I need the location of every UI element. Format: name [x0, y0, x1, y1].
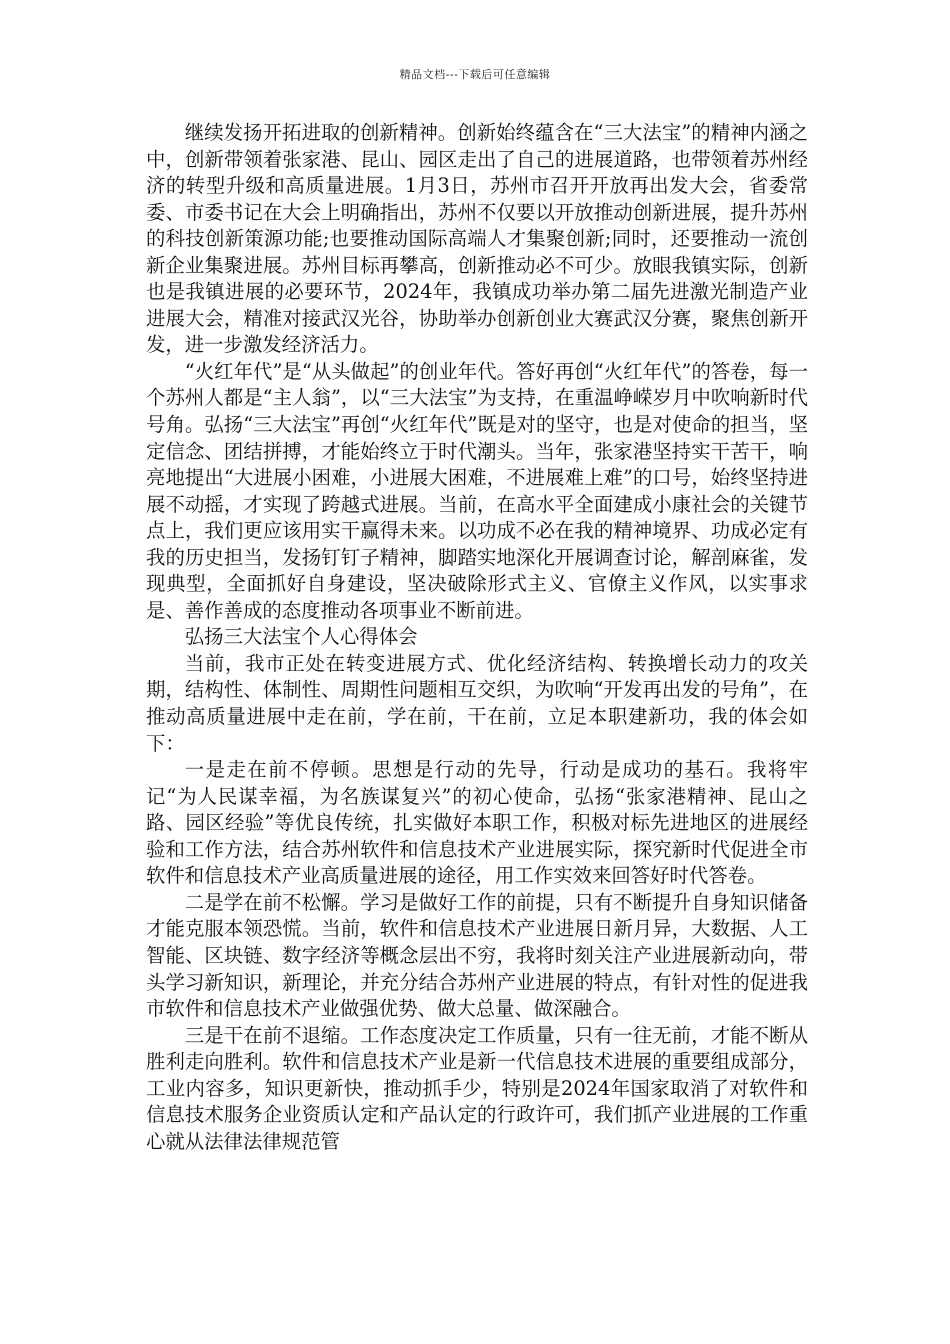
paragraph: 一是走在前不停顿。思想是行动的先导，行动是成功的基石。我将牢记“为人民谋幸福，为名族谋复兴”的初心使命，弘扬“张家港精神、昆山之路、园区经验”等优良传统，扎实做好本职工作，积极对标先进地区的进展经验和工作方法，结合苏州软件和信息技术产业进展实际，探究新时代促进全市软件和信息技术产业高质量进展的途径，用工作实效来回答好时代答卷。	[146, 758, 808, 888]
document-body	[146, 120, 808, 1155]
paragraph: “火红年代”是“从头做起”的创业年代。答好再创“火红年代”的答卷，每一个苏州人都是“主人翁”，以“三大法宝”为支持，在重温峥嵘岁月中吹响新时代号角。弘扬“三大法宝”再创“火红年代”既是对的坚守，也是对使命的担当，坚定信念、团结拼搏，才能始终立于时代潮头。当年，张家港坚持实干苦干，响亮地提出“大进展小困难，小进展大困难，不进展难上难”的口号，始终坚持进展不动摇，才实现了跨越式进展。当前，在高水平全面建成小康社会的关键节点上，我们更应该用实干赢得未来。以功成不必在我的精神境界、功成必定有我的历史担当，发扬钉钉子精神，脚踏实地深化开展调查讨论，解剖麻雀，发现典型，全面抓好自身建设，坚决破除形式主义、官僚主义作风，以实事求是、善作善成的态度推动各项事业不断前进。	[146, 359, 808, 622]
paragraph: 二是学在前不松懈。学习是做好工作的前提，只有不断提升自身知识储备才能克服本领恐慌。当前，软件和信息技术产业进展日新月异，大数据、人工智能、区块链、数字经济等概念层出不穷，我将时刻关注产业进展新动向，带头学习新知识，新理论，并充分结合苏州产业进展的特点，有针对性的促进我市软件和信息技术产业做强优势、做大总量、做深融合。	[146, 890, 808, 1021]
paragraph: 继续发扬开拓进取的创新精神。创新始终蕴含在“三大法宝”的精神内涵之中，创新带领着张家港、昆山、园区走出了自己的进展道路，也带领着苏州经济的转型升级和高质量进展。1月3日，苏州市召开开放再出发大会，省委常委、市委书记在大会上明确指出，苏州不仅要以开放推动创新进展，提升苏州的科技创新策源功能;也要推动国际高端人才集聚创新;同时，还要推动一流创新企业集聚进展。苏州目标再攀高，创新推动必不可少。放眼我镇实际，创新也是我镇进展的必要环节，2024年，我镇成功举办第二届先进激光制造产业进展大会，精准对接武汉光谷，协助举办创新创业大赛武汉分赛，聚焦创新开发，进一步激发经济活力。	[146, 121, 808, 357]
paragraph: 三是干在前不退缩。工作态度决定工作质量，只有一往无前，才能不断从胜利走向胜利。软件和信息技术产业是新一代信息技术进展的重要组成部分，工业内容多，知识更新快，推动抓手少，特别是2024年国家取消了对软件和信息技术服务企业资质认定和产品认定的行政许可，我们抓产业进展的工作重心就从法律法律规范管	[146, 1023, 808, 1153]
page-header: 精品文档---下载后可任意编辑	[399, 68, 551, 81]
section-title: 弘扬三大法宝个人心得体会	[184, 625, 418, 649]
paragraph: 当前，我市正处在转变进展方式、优化经济结构、转换增长动力的攻关期，结构性、体制性、周期性问题相互交织，为吹响“开发再出发的号角”，在推动高质量进展中走在前，学在前，干在前，立足本职建新功，我的体会如下：	[146, 651, 808, 755]
